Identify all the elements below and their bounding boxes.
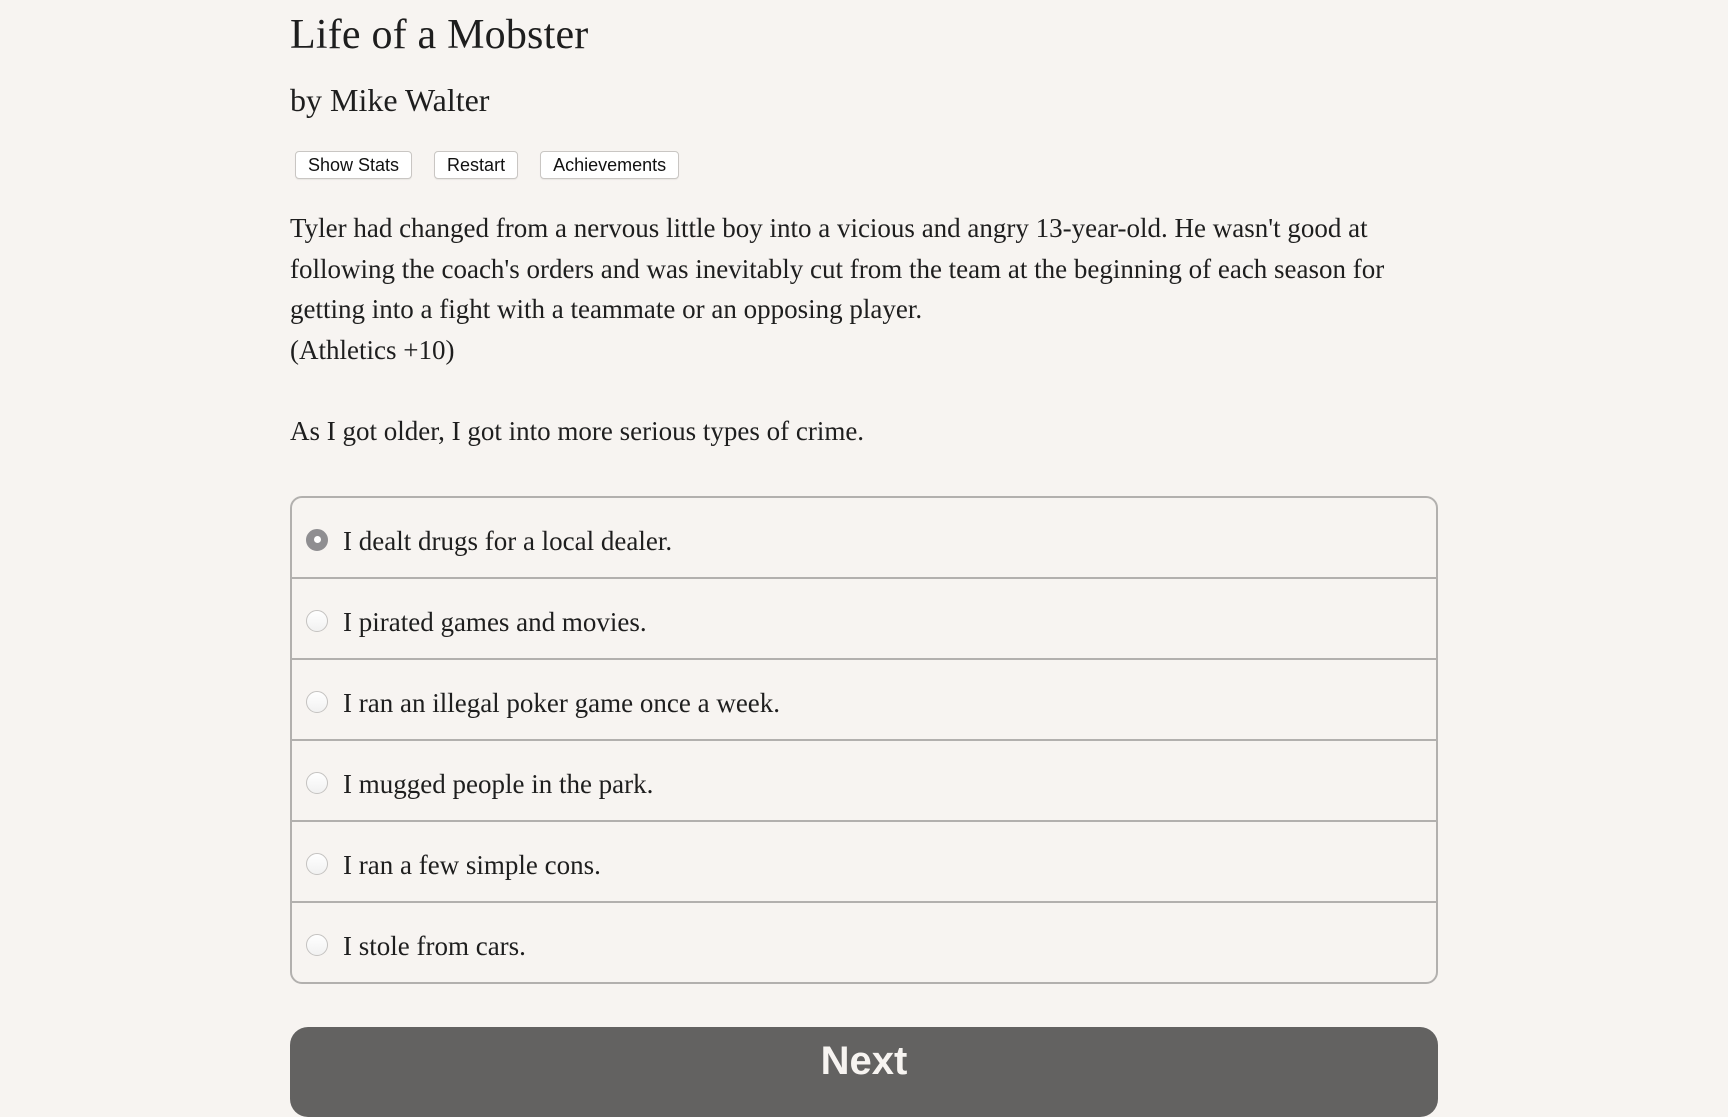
story-prompt: As I got older, I got into more serious types of crime. [290, 415, 865, 446]
radio-unselected-icon[interactable] [306, 691, 328, 713]
choice-label: I dealt drugs for a local dealer. [343, 525, 673, 556]
radio-unselected-icon[interactable] [306, 610, 328, 632]
radio-unselected-icon[interactable] [306, 853, 328, 875]
choice-label: I pirated games and movies. [343, 606, 647, 637]
choice-label: I mugged people in the park. [343, 768, 654, 799]
stat-change-text: (Athletics +10) [290, 334, 455, 365]
choice-option-6[interactable] [292, 901, 1436, 982]
radio-selected-icon[interactable] [306, 529, 328, 551]
choice-option-2[interactable] [292, 577, 1436, 658]
next-button[interactable]: Next [290, 1027, 1438, 1117]
choice-label: I ran a few simple cons. [343, 849, 601, 880]
choice-label: I ran an illegal poker game once a week. [343, 687, 781, 718]
restart-button[interactable]: Restart [434, 151, 518, 179]
show-stats-button[interactable]: Show Stats [295, 151, 412, 179]
story-text [290, 208, 1420, 451]
choice-list [290, 496, 1438, 984]
choice-option-3[interactable] [292, 658, 1436, 739]
game-title: Life of a Mobster [290, 12, 589, 58]
paragraph-spacer [290, 370, 1420, 411]
choice-option-4[interactable] [292, 739, 1436, 820]
radio-unselected-icon[interactable] [306, 772, 328, 794]
choice-option-5[interactable] [292, 820, 1436, 901]
story-paragraph: Tyler had changed from a nervous little boy into a vicious and angry 13-year-old. He wasn't good at following the coach's orders and was inevitably cut from the team at the beginning of each season for getting into a fight with a teammate or an opposing player. [290, 213, 1385, 324]
choice-option-1[interactable] [292, 498, 1436, 577]
game-author: by Mike Walter [290, 82, 490, 118]
choice-label: I stole from cars. [343, 930, 526, 961]
achievements-button[interactable]: Achievements [540, 151, 679, 179]
toolbar [295, 151, 679, 179]
radio-unselected-icon[interactable] [306, 934, 328, 956]
